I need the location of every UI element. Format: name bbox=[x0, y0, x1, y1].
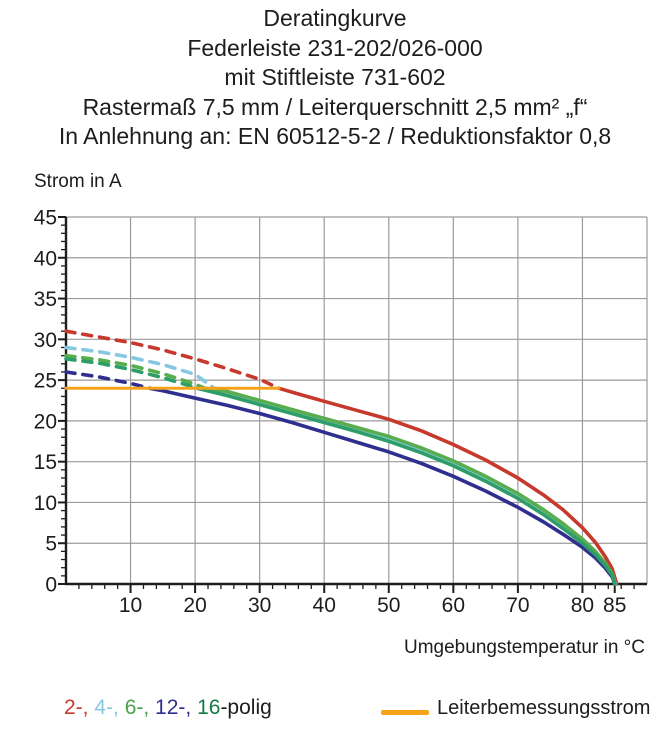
rated-current-line-swatch bbox=[381, 710, 429, 715]
rated-current-legend-label: Leiterbemessungsstrom bbox=[437, 697, 651, 719]
y-tick-label: 0 bbox=[45, 573, 57, 597]
poles-legend-token: 16 bbox=[191, 696, 221, 719]
y-tick-label: 15 bbox=[33, 451, 57, 475]
y-tick-label: 35 bbox=[33, 288, 57, 312]
title-line-2: Federleiste 231-202/026-000 bbox=[187, 34, 483, 61]
x-tick-label: 80 bbox=[570, 594, 595, 617]
y-tick-label: 25 bbox=[33, 369, 57, 393]
poles-legend-token: -polig bbox=[220, 696, 272, 719]
curve-6-polig-solid bbox=[205, 388, 615, 584]
poles-legend bbox=[64, 696, 272, 720]
poles-legend-token: 2-, bbox=[64, 696, 89, 719]
x-axis-label: Umgebungstemperatur in °C bbox=[404, 637, 645, 658]
curve-2-polig-solid bbox=[279, 388, 617, 584]
y-tick-label: 20 bbox=[33, 410, 57, 434]
title-line-3: mit Stiftleiste 731-602 bbox=[224, 64, 446, 90]
y-tick-label: 5 bbox=[45, 532, 57, 556]
x-tick-label: 60 bbox=[441, 594, 466, 617]
y-tick-label: 10 bbox=[33, 491, 57, 515]
title-line-5: In Anlehnung an: EN 60512-5-2 / Reduktionsfaktor 0,8 bbox=[58, 123, 612, 149]
poles-legend-token: 4-, bbox=[88, 696, 119, 719]
y-axis-label: Strom in A bbox=[34, 171, 122, 192]
x-tick-label: 30 bbox=[247, 594, 272, 617]
y-tick-label: 40 bbox=[33, 247, 57, 271]
poles-legend-token: 12-, bbox=[149, 696, 192, 719]
y-tick-label: 45 bbox=[33, 206, 57, 230]
title-line-4: Rastermaß 7,5 mm / Leiterquerschnitt 2,5 mm² „f“ bbox=[82, 93, 588, 120]
x-tick-label: 10 bbox=[118, 594, 143, 617]
title-line-1: Deratingkurve bbox=[263, 5, 407, 31]
x-tick-label: 70 bbox=[506, 594, 530, 617]
x-tick-label: 20 bbox=[183, 594, 207, 617]
poles-legend-token: 6-, bbox=[118, 696, 150, 719]
y-tick-label: 30 bbox=[33, 328, 57, 352]
x-tick-label: 85 bbox=[603, 594, 627, 617]
x-tick-label: 50 bbox=[377, 594, 401, 617]
x-tick-label: 40 bbox=[312, 594, 336, 617]
